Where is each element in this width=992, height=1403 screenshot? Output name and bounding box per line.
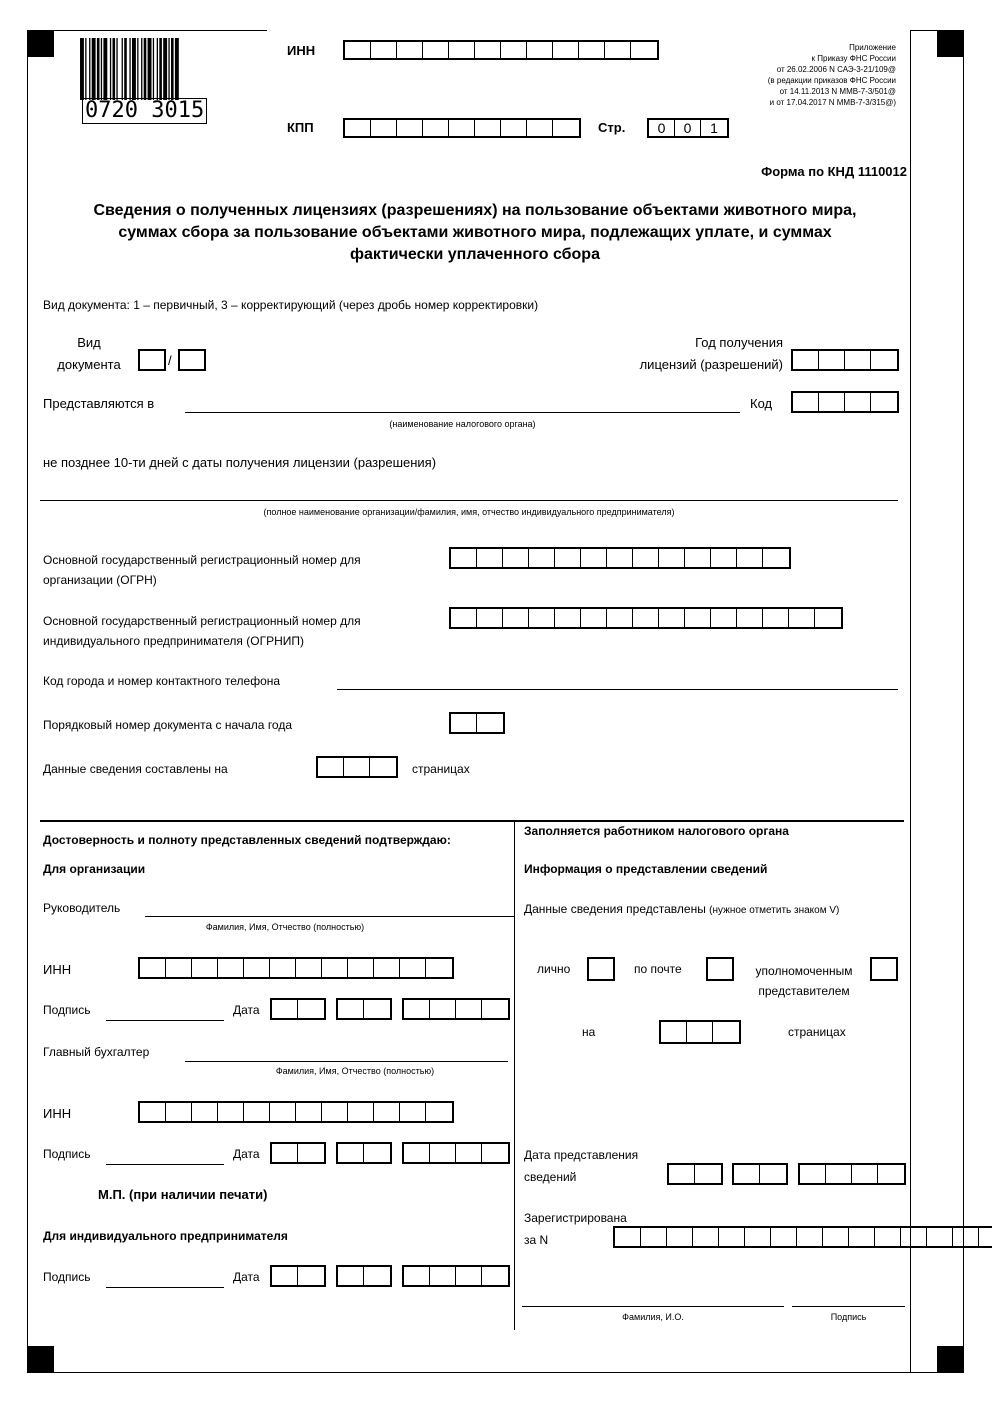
personally-label: лично (537, 962, 571, 976)
tax-code-cells[interactable] (791, 391, 899, 413)
barcode-bar (141, 38, 142, 100)
pages-suffix: страницах (412, 762, 470, 776)
ip-date-month[interactable] (336, 1265, 392, 1287)
ip-date-label: Дата (233, 1270, 260, 1284)
barcode-bar (116, 38, 117, 100)
by-representative-label: уполномоченным представителем (755, 964, 853, 998)
submission-info-title: Информация о представлении сведений (524, 862, 768, 876)
submission-date-day[interactable] (667, 1163, 723, 1185)
barcode-bar (157, 38, 158, 100)
barcode-bar (89, 38, 90, 100)
org-name-caption: (полное наименование организации/фамилия, имя, отчество индивидуального предпринимателя) (263, 507, 675, 517)
received-pages-cells[interactable] (659, 1020, 741, 1044)
head-sign-line[interactable] (106, 1020, 224, 1021)
on-label: на (582, 1025, 596, 1039)
barcode (78, 38, 210, 124)
title-line: фактически уплаченного сбора (350, 246, 600, 263)
chief-date-day[interactable] (270, 1142, 326, 1164)
ip-date-year[interactable] (402, 1265, 510, 1287)
barcode-bar (110, 38, 111, 100)
officer-fio-caption: Фамилия, И.О. (622, 1312, 684, 1322)
pages-label-right: страницах (788, 1025, 846, 1039)
chief-sign-label: Подпись (43, 1147, 91, 1161)
phone-label: Код города и номер контактного телефона (43, 674, 281, 688)
chief-date-label: Дата (233, 1147, 260, 1161)
barcode-bar (137, 38, 138, 100)
confirm-title: Достоверность и полноту представленных сведений подтверждаю: (43, 833, 451, 847)
by-representative-checkbox[interactable] (870, 957, 898, 981)
barcode-bar (168, 38, 169, 100)
appendix-line: от 14.11.2013 N ММВ-7-3/501@ (779, 87, 896, 96)
tax-authority-line[interactable] (185, 412, 740, 413)
barcode-bar (148, 38, 152, 100)
year-cells[interactable] (791, 349, 899, 371)
org-name-line[interactable] (40, 500, 898, 501)
page-digit: 0 (675, 120, 701, 136)
tax-authority-caption: (наименование налогового органа) (389, 419, 536, 429)
doc-type-slash: / (168, 353, 172, 368)
doc-type-label: Вид документа (57, 335, 121, 372)
officer-fio-line[interactable] (522, 1306, 784, 1307)
chief-inn-cells[interactable] (138, 1101, 454, 1123)
head-inn-label: ИНН (43, 962, 72, 977)
year-label: Год получения лицензий (разрешений) (639, 335, 783, 372)
barcode-bar (175, 38, 179, 100)
org-section-title: Для организации (43, 862, 146, 876)
ip-section-title: Для индивидуального предпринимателя (43, 1229, 288, 1243)
ip-date-day[interactable] (270, 1265, 326, 1287)
stamp-text: М.П. (при наличии печати) (98, 1187, 268, 1202)
head-fio-line[interactable] (145, 916, 515, 917)
appendix-note (700, 42, 896, 108)
phone-line[interactable] (337, 689, 898, 690)
bottom-section-divider (40, 820, 904, 822)
barcode-bar (163, 38, 167, 100)
corner-marker-bottom-left (27, 1346, 54, 1373)
barcode-bar (153, 38, 154, 100)
title-line: суммах сбора за пользование объектами животного мира, подлежащих уплате, и суммах (118, 224, 832, 241)
head-date-year[interactable] (402, 998, 510, 1020)
chief-accountant-fio-line[interactable] (185, 1061, 508, 1062)
form-code: Форма по КНД 1110012 (761, 164, 907, 179)
page-digit: 0 (649, 120, 675, 136)
ip-sign-line[interactable] (106, 1287, 224, 1288)
filled-by-title: Заполняется работником налогового органа (524, 824, 789, 838)
kpp-cells[interactable] (343, 118, 581, 138)
frame-bottom (27, 1372, 964, 1373)
chief-inn-label: ИНН (43, 1106, 72, 1121)
head-date-label: Дата (233, 1003, 260, 1017)
barcode-bar (103, 38, 107, 100)
by-mail-checkbox[interactable] (706, 957, 734, 981)
submitted-to-label: Представляются в (43, 396, 155, 411)
ogrn-cells[interactable] (449, 547, 791, 569)
corner-marker-bottom-right (937, 1346, 964, 1373)
personally-checkbox[interactable] (587, 957, 615, 981)
chief-date-year[interactable] (402, 1142, 510, 1164)
submitted-text: Данные сведения представлены (нужное отметить знаком V) (524, 902, 840, 916)
barcode-bar (124, 38, 127, 100)
frame-top-left (27, 30, 267, 31)
submitted-note: (нужное отметить знаком V) (709, 905, 840, 916)
frame-left (27, 30, 28, 1373)
kpp-label: КПП (287, 120, 314, 135)
bottom-vertical-divider (514, 820, 515, 1330)
doc-type-note: Вид документа: 1 – первичный, 3 – корректирующий (через дробь номер корректировки) (43, 298, 539, 312)
barcode-bar (80, 38, 84, 100)
head-label: Руководитель (43, 901, 121, 915)
head-date-month[interactable] (336, 998, 392, 1020)
barcode-bars (78, 38, 210, 100)
pages-cells[interactable] (316, 756, 398, 778)
barcode-bar (85, 38, 86, 100)
officer-sign-line[interactable] (792, 1306, 905, 1307)
serial-cells[interactable] (449, 712, 505, 734)
appendix-line: (в редакции приказов ФНС России (767, 76, 896, 85)
barcode-bar (171, 38, 174, 100)
barcode-bar (122, 38, 123, 100)
barcode-bar (159, 38, 162, 100)
serial-label: Порядковый номер документа с начала года (43, 718, 293, 732)
barcode-bar (144, 38, 147, 100)
chief-accountant-label: Главный бухгалтер (43, 1045, 150, 1059)
appendix-line: от 26.02.2006 N САЭ-3-21/109@ (776, 65, 896, 74)
appendix-line: к Приказу ФНС России (811, 54, 896, 63)
submission-date-label: Дата представления сведений (524, 1148, 639, 1184)
pages-label: Данные сведения составлены на (43, 762, 228, 776)
corner-marker-top-left (27, 30, 54, 57)
frame-top-right (910, 30, 964, 31)
ogrn-label: Основной государственный регистрационный номер для организации (ОГРН) (43, 553, 361, 587)
submission-date-year[interactable] (798, 1163, 906, 1185)
chief-date-month[interactable] (336, 1142, 392, 1164)
head-inn-cells[interactable] (138, 957, 454, 979)
page-number-cells[interactable] (647, 118, 729, 138)
barcode-bar (113, 38, 116, 100)
barcode-bar (132, 38, 136, 100)
barcode-bar (101, 38, 102, 100)
chief-accountant-fio-caption: Фамилия, Имя, Отчество (полностью) (275, 1066, 435, 1076)
appendix-line: Приложение (849, 43, 896, 52)
code-label: Код (750, 396, 773, 411)
barcode-bar (129, 38, 130, 100)
chief-sign-line[interactable] (106, 1164, 224, 1165)
by-mail-label: по почте (634, 962, 682, 976)
frame-right-outer (963, 30, 964, 1373)
inn-cells[interactable] (343, 40, 659, 60)
frame-right-inner (910, 30, 911, 1373)
registration-number-cells[interactable] (613, 1226, 992, 1248)
appendix-line: и от 17.04.2017 N ММВ-7-3/315@) (769, 98, 896, 107)
page-digit: 1 (710, 120, 718, 136)
ip-sign-label: Подпись (43, 1270, 91, 1284)
corner-marker-top-right (937, 30, 964, 57)
ogrnip-label: Основной государственный регистрационный номер для индивидуального предпринимателя (ОГРНИП) (43, 614, 361, 648)
inn-label: ИНН (287, 43, 316, 58)
form-title (40, 200, 910, 266)
officer-sign-caption: Подпись (830, 1312, 867, 1322)
deadline-text: не позднее 10-ти дней с даты получения лицензии (разрешения) (43, 455, 437, 470)
barcode-bar (92, 38, 96, 100)
ogrnip-cells[interactable] (449, 607, 843, 629)
head-date-day[interactable] (270, 998, 326, 1020)
head-sign-label: Подпись (43, 1003, 91, 1017)
barcode-bar (97, 38, 100, 100)
correction-number-cell[interactable] (178, 349, 206, 371)
title-line: Сведения о полученных лицензиях (разрешениях) на пользование объектами животного мира, (93, 202, 857, 219)
barcode-number: 0720 3015 (82, 98, 207, 124)
submission-date-month[interactable] (732, 1163, 788, 1185)
doc-type-cell[interactable] (138, 349, 166, 371)
page-label: Стр. (598, 120, 626, 135)
head-fio-caption: Фамилия, Имя, Отчество (полностью) (205, 922, 365, 932)
registered-label: Зарегистрирована за N (524, 1211, 627, 1247)
